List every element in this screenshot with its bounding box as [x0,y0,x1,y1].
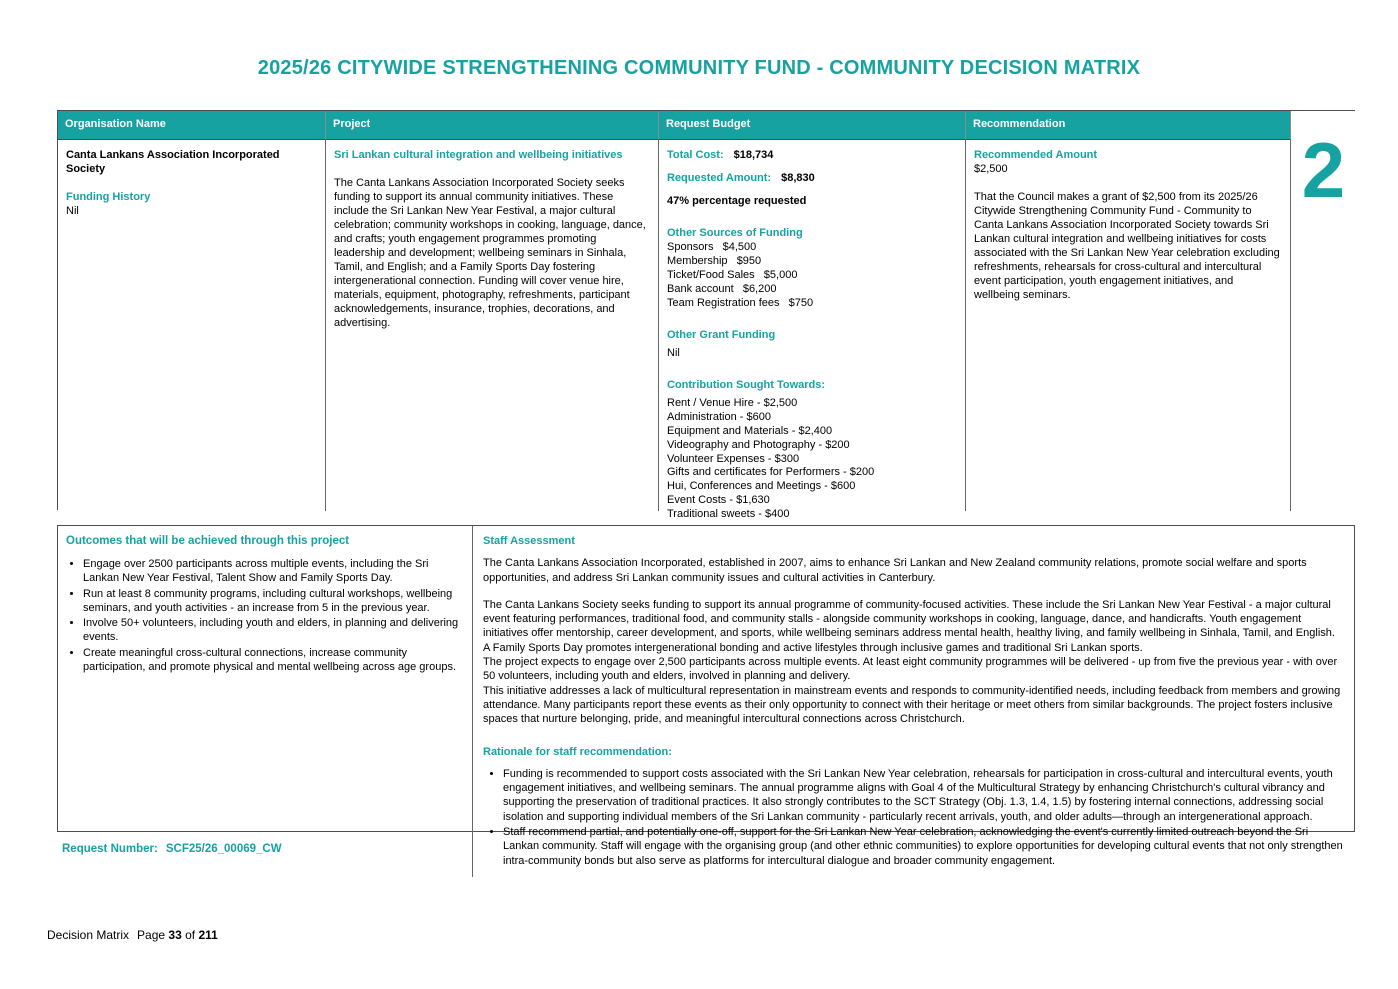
outcomes-list [66,557,462,674]
decision-matrix-table [57,110,1355,521]
footer-of-word: of [185,928,196,942]
recommended-amount-heading: Recommended Amount [974,149,1098,161]
outcomes-heading: Outcomes that will be achieved through this project [66,535,350,547]
requested-amount-label: Requested Amount: [667,171,772,184]
other-sources-heading: Other Sources of Funding [667,226,803,239]
contribution-item: Administration - $600 [667,410,771,423]
request-number-label: Request Number: [62,843,158,855]
contribution-item: Videography and Photography - $200 [667,438,850,451]
contribution-item: Volunteer Expenses - $300 [667,452,800,465]
requested-amount-value: $8,830 [781,171,815,184]
footer-page-number: 33 [168,928,182,942]
contribution-item: Gifts and certificates for Performers - $200 [667,466,875,479]
footer-page-word: Page [137,928,166,942]
outcome-item: • Run at least 8 community programs, including cultural workshops, wellbeing seminars, and youth activities - an increase from 5 in the previous year. [83,587,462,616]
rationale-list [483,767,1344,868]
contribution-item: Equipment and Materials - $2,400 [667,424,833,437]
project-cell [326,140,659,511]
rationale-heading: Rationale for staff recommendation: [483,745,672,758]
organisation-name: Canta Lankans Association Incorporated Society [66,149,280,175]
contribution-item: Traditional sweets - $400 [667,508,790,521]
rationale-item: • Staff recommend partial, and potentially one-off, support for the Sri Lankan New Year celebration, acknowledging the event's currently limited outreach beyond the Sri Lankan community. Staff will engage with the organising group (and other ethnic communities) to explore opportunities for developing cultural events that not only strengthen intra-community bonds but also serve as platforms for intercultural dialogue and broader community engagement. [503,825,1344,868]
request-number [62,843,282,855]
priority-number: 2 [1291,111,1356,511]
contribution-list [667,397,957,523]
other-sources-list [667,241,957,311]
project-title: Sri Lankan cultural integration and wellbeing initiatives [334,149,623,161]
staff-assessment-paragraph: The project expects to engage over 2,500 participants across multiple events. At least eight community programmes will be delivered - up from five the previous year - with over 50 volunteers, including youth and elders, involved in planning and delivery. [483,656,1338,683]
footer-total-pages: 211 [198,928,218,942]
column-header-request-budget: Request Budget [659,111,966,140]
total-cost-line [667,149,957,163]
other-grant-heading: Other Grant Funding [667,328,776,341]
page-title: 2025/26 CITYWIDE STRENGTHENING COMMUNITY FUND - COMMUNITY DECISION MATRIX [257,57,1141,79]
column-header-organisation: Organisation Name [58,111,326,140]
staff-assessment-paragraph: The Canta Lankans Society seeks funding to support its annual programme of community-focused activities. These include the Sri Lankan New Year Festival - a major cultural event featuring performances, traditional food, and community stalls - alongside community workshops in cooking, language, dance, and handicrafts. Youth engagement initiatives offer mentorship, career development, and sports, while wellbeing seminars address mental health, healthy living, and family wellbeing in Sinhala, Tamil, and English. A Family Sports Day promotes intergenerational bonding and active lifestyles through inclusive games and traditional Sri Lankan sports. [483,598,1335,654]
other-source-item: Membership $950 [667,254,762,267]
column-header-recommendation: Recommendation [966,111,1291,140]
outcome-item: • Engage over 2500 participants across multiple events, including the Sri Lankan New Year Festival, Talent Show and Family Sports Day. [83,557,462,586]
request-number-value: SCF25/26_00069_CW [165,843,282,855]
organisation-cell [58,140,326,511]
staff-assessment-cell [473,526,1356,877]
other-source-item: Ticket/Food Sales $5,000 [667,268,798,281]
staff-assessment-paragraph: This initiative addresses a lack of multicultural representation in mainstream events and responds to community-identified needs, including feedback from members and growing attendance. Many participants report these events as their only opportunity to connect with their heritage or meet others from similar backgrounds. The project fosters inclusive spaces that nurture belonging, pride, and meaningful intercultural connections across Christchurch. [483,684,1341,726]
total-cost-value: $18,734 [733,149,774,161]
request-budget-cell [659,140,966,521]
other-source-item: Team Registration fees $750 [667,296,814,309]
outcomes-cell [58,526,473,877]
other-source-item: Sponsors $4,500 [667,240,757,253]
footer-doc-label: Decision Matrix [47,928,130,942]
recommendation-cell [966,140,1291,511]
rationale-item: • Funding is recommended to support costs associated with the Sri Lankan New Year celebration, rehearsals for participation in cross-cultural and intercultural events, youth engagement initiatives, and wellbeing seminars. The annual programme aligns with Goal 4 of the Multicultural Strategy by enhancing Christchurch's cultural vibrancy and supporting the preservation of traditional practices. It also strongly contributes to the SCT Strategy (Obj. 1.3, 1.4, 1.5) by fostering internal connections, addressing social isolation and supporting individual members of the Sri Lankan community - particularly recent arrivals, youth, and older adults—through an intergenerational approach. [503,767,1344,824]
staff-assessment-heading: Staff Assessment [483,535,575,547]
requested-amount-line [667,172,957,186]
contribution-heading: Contribution Sought Towards: [667,378,826,391]
percentage-requested: 47% percentage requested [667,194,807,207]
funding-history-value: Nil [66,204,79,217]
other-source-item: Bank account $6,200 [667,282,777,295]
outcome-item: • Create meaningful cross-cultural connections, increase community participation, and promote physical and mental wellbeing across age groups. [83,646,462,675]
recommendation-text: That the Council makes a grant of $2,500 from its 2025/26 Citywide Strengthening Community Fund - Community to Canta Lankans Association Incorporated Society towards Sri Lankan cultural integration and wellbeing initiatives for costs associated with the Sri Lankan New Year celebration excluding refreshments, rehearsals for cross-cultural and intercultural event participation, youth engagement initiatives, and wellbeing seminars. [974,190,1280,301]
outcome-item: • Involve 50+ volunteers, including youth and elders, in planning and delivering events. [83,616,462,645]
contribution-item: Rent / Venue Hire - $2,500 [667,396,798,409]
project-description: The Canta Lankans Association Incorporated Society seeks funding to support its annual community initiatives. These include the Sri Lankan New Year Festival, a major cultural celebration; community workshops in cooking, language, dance, and crafts; youth engagement programmes promoting leadership and development; wellbeing seminars in Sinhala, Tamil, and English; and a Family Sports Day fostering intergenerational connection. Funding will cover venue hire, materials, equipment, photography, refreshments, participant acknowledgements, insurance, trophies, decorations, and advertising. [334,176,646,329]
page-footer [47,928,218,942]
column-header-project: Project [326,111,659,140]
funding-history-heading: Funding History [66,190,151,203]
contribution-item: Event Costs - $1,630 [667,494,770,507]
recommended-amount-value: $2,500 [974,162,1008,175]
contribution-item: Hui, Conferences and Meetings - $600 [667,480,856,493]
other-grant-value: Nil [667,346,680,359]
total-cost-label: Total Cost: [667,149,724,161]
staff-assessment-paragraph: The Canta Lankans Association Incorporated, established in 2007, aims to enhance Sri Lankan and New Zealand community relations, promote social welfare and sports opportunities, and address Sri Lankan community issues and cultural activities in Canterbury. [483,557,1307,584]
